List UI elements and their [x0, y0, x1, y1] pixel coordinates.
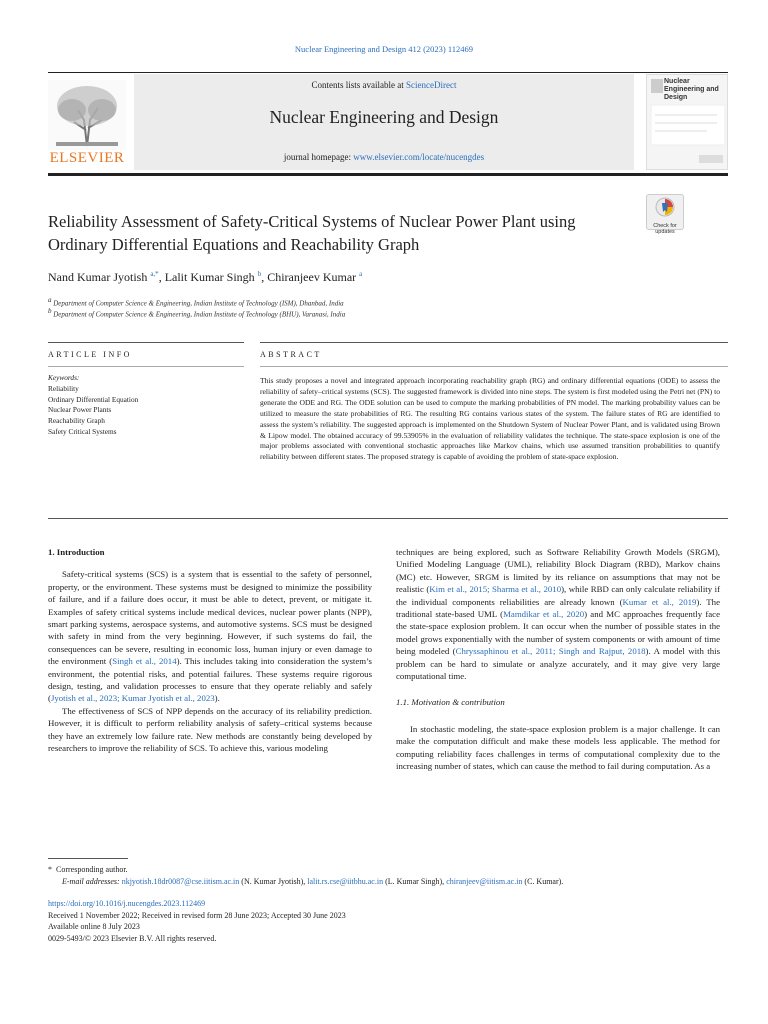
divider: [260, 342, 728, 343]
contents-line: [134, 80, 634, 90]
paragraph-text: techniques are being explored, such as Software Reliability Growth Models (SRGM), Unified Modeling Language (UML), reliability Block Diagram (RBD), Markov chains (MC) etc. However, SRGM is limited by its reliance on assumptions that may not be realistic (: [396, 547, 720, 595]
publication-info: [48, 898, 728, 944]
copyright-line: 0029-5493/© 2023 Elsevier B.V. All rights reserved.: [48, 933, 217, 943]
footnote-mark: *: [48, 865, 56, 874]
email-link[interactable]: nkjyotish.18dr0087@cse.iitism.ac.in: [121, 877, 240, 886]
keywords-label: Keywords:: [48, 373, 80, 382]
contents-prefix: Contents lists available at: [311, 80, 406, 90]
article-info-heading: ARTICLE INFO: [48, 350, 132, 359]
crossmark-label: Check for updates: [653, 223, 677, 235]
affiliation-text: Department of Computer Science & Engineering, Indian Institute of Technology (ISM), Dhanbad, India: [53, 299, 344, 308]
author-name: Lalit Kumar Singh: [164, 270, 255, 284]
paragraph: [396, 546, 720, 682]
article-title: Reliability Assessment of Safety-Critical Systems of Nuclear Power Plant using Ordinary Differential Equations and Reachability Graph: [48, 212, 576, 254]
citation-link[interactable]: Singh et al., 2014: [112, 656, 177, 667]
keyword-item: Ordinary Differential Equation: [48, 394, 139, 404]
divider: [48, 342, 244, 343]
homepage-link[interactable]: www.elsevier.com/locate/nucengdes: [353, 152, 485, 162]
footnote: [48, 864, 728, 888]
paragraph-text: ) and MC approaches frequently face the state-space explosion problem. It can occur when the number of possible states in the model grows exponentially with the number of system components or with amount of time being modeled (: [396, 609, 720, 657]
author-affiliation-mark[interactable]: a,*: [150, 270, 159, 278]
paragraph: In stochastic modeling, the state-space explosion problem is a major challenge. It can make the computation difficult and make these models less applicable. The method for computing reliability faces challenges in terms of computational complexity due to the increasing number of states, which can cause the method to fail during computation. As a: [396, 723, 720, 772]
keyword-item: Safety Critical Systems: [48, 426, 117, 436]
email-owner: (N. Kumar Jyotish),: [239, 877, 308, 886]
affiliation: [48, 307, 345, 318]
cover-title: Nuclear Engineering and Design: [664, 78, 719, 101]
received-dates: Received 1 November 2022; Received in revised form 28 June 2023; Accepted 30 June 2023: [48, 910, 346, 920]
citation-link[interactable]: Jyotish et al., 2023; Kumar Jyotish et al., 2023: [50, 693, 215, 704]
doi-link[interactable]: https://doi.org/10.1016/j.nucengdes.2023.112469: [48, 899, 206, 908]
email-link[interactable]: lalit.rs.cse@iitbhu.ac.in: [307, 877, 384, 886]
email-link[interactable]: chiranjeev@iitism.ac.in: [446, 877, 523, 886]
paragraph-text: ).: [214, 693, 220, 704]
journal-reference[interactable]: Nuclear Engineering and Design 412 (2023) 112469: [294, 44, 474, 54]
keyword-item: Reliability: [48, 383, 79, 393]
author-affiliation-mark[interactable]: a: [359, 270, 363, 278]
paragraph-text: ), while RBD can only calculate reliability if the individual components reliabilities are already known (: [396, 584, 720, 607]
sciencedirect-link[interactable]: ScienceDirect: [406, 80, 457, 90]
subsection-heading: 1.1. Motivation & contribution: [396, 697, 505, 708]
homepage-prefix: journal homepage:: [283, 152, 354, 162]
divider: [260, 366, 728, 367]
header-rule: [48, 173, 728, 176]
paragraph: The effectiveness of SCS of NPP depends on the accuracy of its reliability prediction. However, it is difficult to perform reliability analysis of safety–critical systems because they have an extremely low failure rate. New methods are constantly being developed by researchers to improve the reliability of SCS. To achieve this, various modeling: [48, 705, 372, 754]
paragraph-text: Safety-critical systems (SCS) is a system that is essential to the safety of personnel, property, or the environment. These systems must be designed to minimize the possibility of failure, and if a failure does occur, it must be able to detect, prevent, or mitigate it. Examples of safety critical systems include medical devices, nuclear power plants (NPP), smart parking systems, aerospace systems, and automotive systems. SCS must be designed with safety in mind from the very beginning. However, if such systems do fail, the consequences can be severe, resulting in economic loss, human injury or even damage to the environment (: [48, 569, 372, 667]
citation-link[interactable]: Kim et al., 2015; Sharma et al., 2010: [429, 584, 562, 595]
affiliation-mark: b: [48, 307, 52, 315]
keyword-item: Nuclear Power Plants: [48, 405, 112, 415]
journal-name: Nuclear Engineering and Design: [269, 107, 499, 127]
email-owner: (C. Kumar).: [522, 877, 564, 886]
abstract-text: This study proposes a novel and integrated approach incorporating reachability graph (RG) and ordinary differential equations (ODE) to assess the reliability of safety–critical systems (SCS). The suggested framework is divided into nine steps. The system is first modeled using the Petri net (PN) to generate the ODE and RG. The ODE solution can be used to compute the marking probabilities of PN model. The marking probability values can be utilized to measure the state probabilities of RG. The resulting RG contains various states of the system. The failure states of RG are identified to assess the system’s reliability. The suggested approach is implemented on the Shutdown System of Nuclear Power Plant, and is validated using Brown & Lipow model. The obtained accuracy of 99.53905% in the evaluation of reliability validates the technique. The state-space explosion is one of the major problems associated with conventional stochastic approaches like Markov chains, which use assumed transition probabilities to quantify reliability between different states. The proposed strategy is capable of avoiding the problem of state-space explosion.: [260, 376, 720, 462]
email-owner: (L. Kumar Singh),: [383, 877, 447, 886]
keyword-item: Reachability Graph: [48, 416, 105, 426]
author-separator: ,: [158, 270, 165, 284]
affiliation-text: Department of Computer Science & Engineering, Indian Institute of Technology (BHU), Varanasi, India: [53, 310, 346, 319]
affiliation: [48, 296, 344, 307]
paragraph-text: ). A model with this problem can be hard to simulate or analyze accurately, and it may give very large computational time.: [396, 646, 720, 682]
footnote-rule: [48, 858, 128, 859]
citation-link[interactable]: Mamdikar et al., 2020: [503, 609, 585, 620]
divider: [48, 366, 244, 367]
abstract-heading: ABSTRACT: [260, 350, 322, 359]
paragraph-text: ). This includes taking into consideration the system’s environment, the potential risks, and potential failures. These systems require rigorous design, testing, and validation processes to ensure that they operate reliably and safely (: [48, 656, 372, 704]
author-affiliation-mark[interactable]: b: [257, 270, 262, 278]
homepage-line: [134, 152, 634, 162]
check-for-updates-badge[interactable]: [646, 194, 684, 235]
body-column-left: [48, 546, 372, 755]
affiliation-mark: a: [48, 296, 52, 304]
author-separator: ,: [261, 270, 268, 284]
paragraph-text: ). The traditional state-based UML (: [396, 596, 720, 620]
crossmark-icon: [655, 197, 675, 217]
corresponding-author-note: [48, 864, 728, 876]
section-heading: 1. Introduction: [48, 547, 105, 557]
email-label: E-mail addresses:: [62, 877, 120, 886]
divider: [48, 518, 728, 519]
online-date: Available online 8 July 2023: [48, 922, 140, 931]
email-line: [48, 876, 728, 888]
elsevier-wordmark: ELSEVIER: [49, 150, 125, 166]
keywords-block: [48, 373, 248, 438]
citation-link[interactable]: Kumar et al., 2019: [622, 596, 697, 607]
corresponding-text: Corresponding author.: [56, 865, 128, 874]
author-list: [48, 270, 708, 285]
body-column-right: [396, 546, 720, 773]
author-name: Chiranjeev Kumar: [267, 270, 357, 284]
author-name: Nand Kumar Jyotish: [48, 270, 148, 284]
paragraph: [48, 568, 372, 704]
citation-link[interactable]: Chryssaphinou et al., 2011; Singh and Rajput, 2018: [455, 646, 646, 657]
